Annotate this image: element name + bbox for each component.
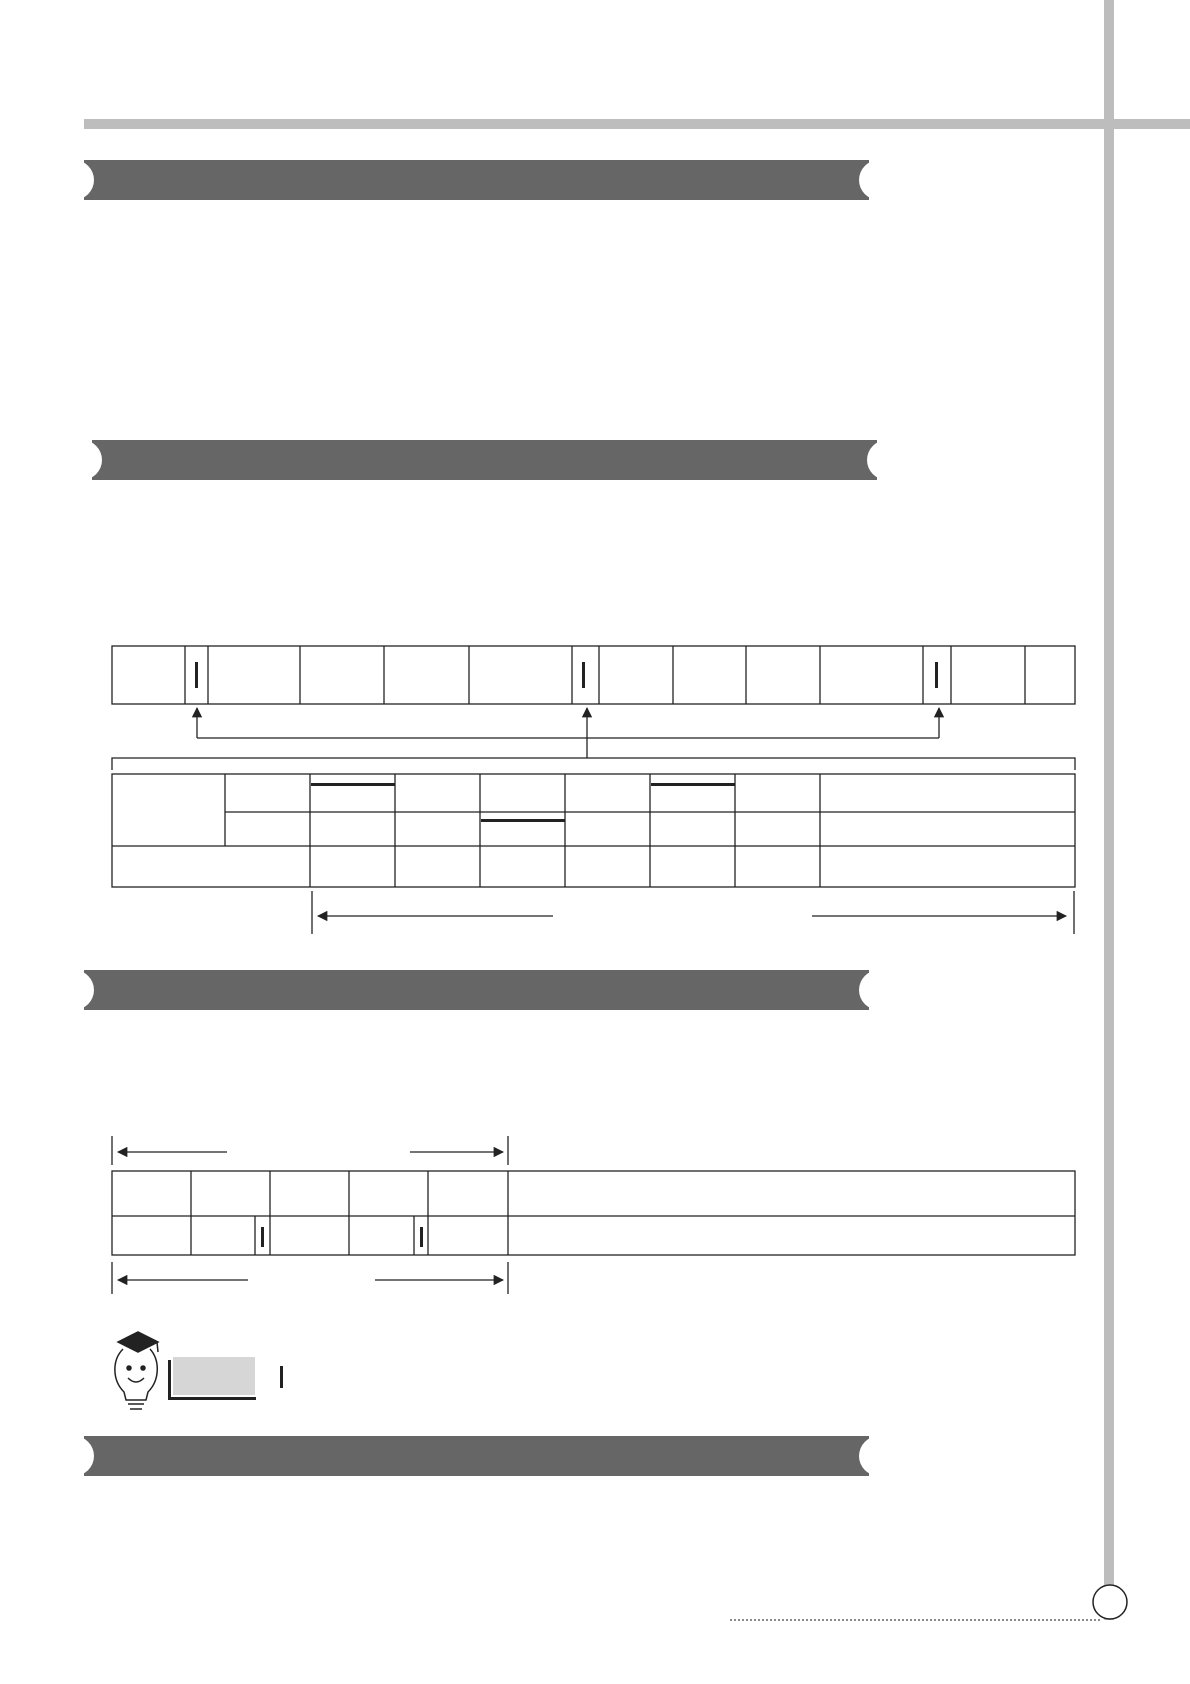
register-table [112,774,1075,887]
range-arrows-bottom [112,1262,508,1294]
divider-markers [195,662,938,1247]
graduate-lightbulb-icon [115,1332,158,1409]
range-arrows-1 [312,891,1074,934]
range-arrows-top [112,1136,508,1165]
tip-marker [280,1366,283,1388]
section3-table [112,1171,1075,1255]
page-number-circle [1093,1585,1127,1619]
tip-label-box [168,1356,256,1400]
register-cells [112,646,1075,704]
overline-bars [311,783,735,822]
connector-arrows [112,708,1075,770]
